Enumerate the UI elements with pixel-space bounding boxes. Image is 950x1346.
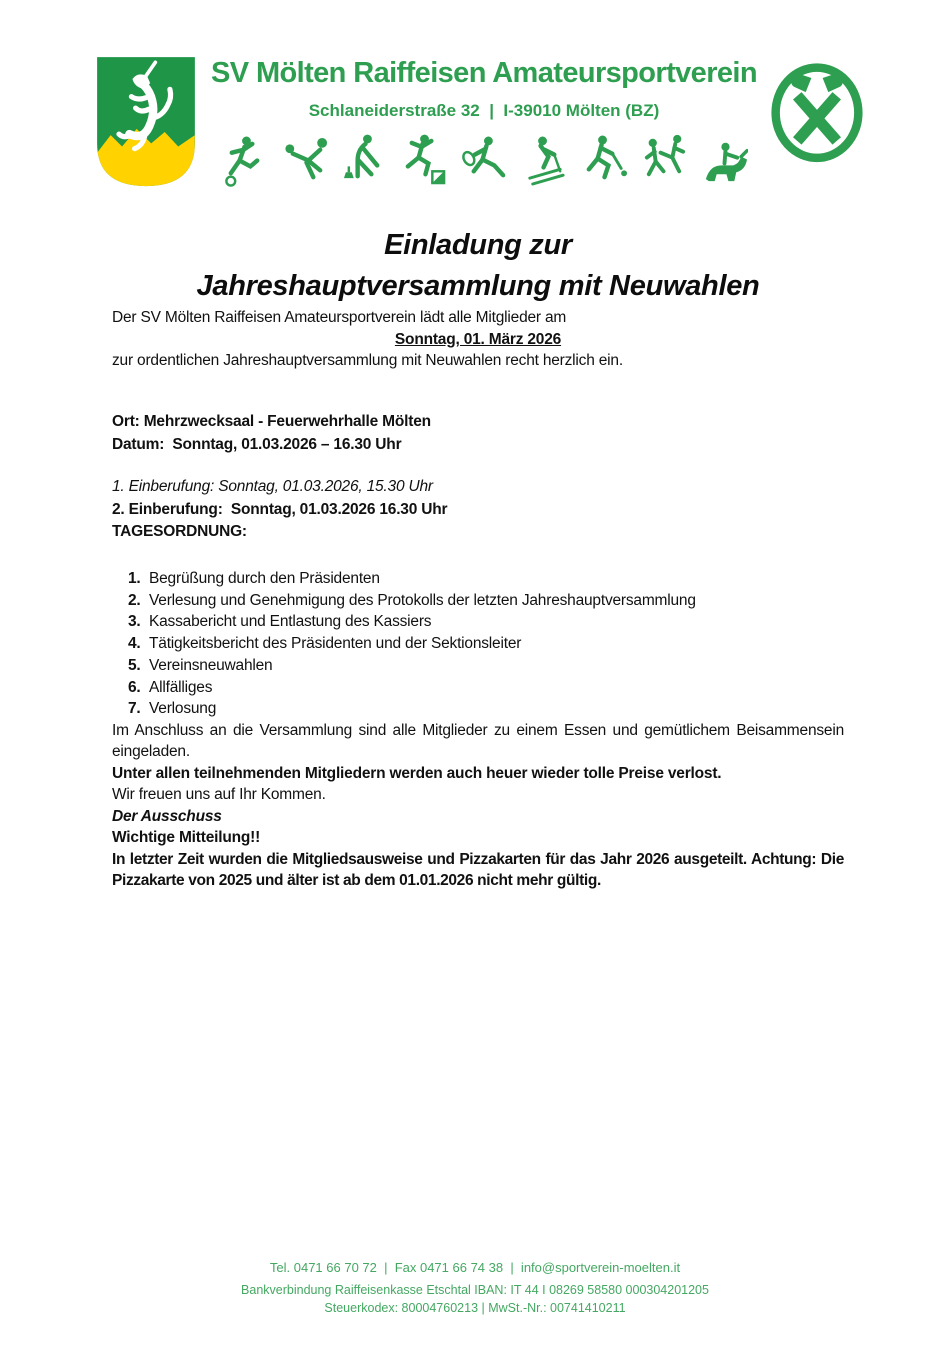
agenda-item-text: Begrüßung durch den Präsidenten [149,570,380,587]
footer-bank-line: Bankverbindung Raiffeisenkasse Etschtal IBAN: IT 44 I 08269 58580 000304201205 [241,1283,709,1297]
agenda-item [112,611,844,633]
agenda-item-text: Allfälliges [149,678,213,696]
agenda-item-text: Vereinsneuwahlen [149,656,273,674]
agenda-item [112,677,844,699]
letter-title-line1: Einladung zur [384,229,572,261]
club-address: Schlaneiderstraße 32 | I-39010 Mölten (BZ) [308,101,660,120]
footer-tax-line: Steuerkodex: 80004760213 | MwSt.-Nr.: 00741410211 [324,1301,626,1315]
agenda-item-text: Kassabericht und Entlastung des Kassiers [149,613,432,631]
letter-body [0,225,950,892]
invitation-paragraph: zur ordentlichen Jahreshauptversammlung mit Neuwahlen recht herzlich ein. [112,352,623,369]
agenda-item-number: 2. [128,591,141,609]
raiffeisen-logo [770,62,864,166]
footer-contact-line: Tel. 0471 66 70 72 | Fax 0471 66 74 38 | info@sportverein-moelten.it [269,1260,681,1275]
tennis-icon [461,134,508,189]
agenda-item-number: 3. [128,613,141,631]
intro-paragraph: Der SV Mölten Raiffeisen Amateursportverein lädt alle Mitglieder am [112,309,567,326]
club-crest-logo [94,54,198,188]
orienteering-icon [401,134,448,189]
agenda-item-number: 1. [128,570,141,587]
agenda-item-number: 7. [128,700,141,718]
letterhead-text [198,54,770,189]
agenda-item-text: Verlosung [149,700,217,718]
agenda-item-number: 4. [128,635,141,653]
agenda-item [112,698,844,720]
letter-title [112,225,844,307]
hockey-icon [581,134,628,189]
first-convocation-line: 1. Einberufung: Sonntag, 01.03.2026, 15.30 Uhr [112,477,433,495]
agenda-item [112,655,844,677]
letterhead [0,0,950,189]
welcome-paragraph: Wir freuen uns auf Ihr Kommen. [112,786,326,804]
agenda-item-number: 5. [128,656,141,674]
sports-pictogram-row [202,134,766,189]
soccer-icon [221,134,268,189]
meeting-date-line [112,329,844,351]
agenda-item-text: Tätigkeitsbericht des Präsidenten und der Sektionsleiter [149,635,522,653]
datetime-line: Datum: Sonntag, 01.03.2026 – 16.30 Uhr [112,435,402,453]
agenda-item [112,568,844,590]
location-line: Ort: Mehrzwecksaal - Feuerwehrhalle Mölten [112,412,431,430]
agenda-item [112,633,844,655]
volleyball-icon [281,134,328,189]
agenda-heading: TAGESORDNUNG: [112,522,247,540]
prizes-paragraph: Unter allen teilnehmenden Mitgliedern werden auch heuer wieder tolle Preise verlost. [112,764,722,782]
notice-heading: Wichtige Mitteilung!! [112,829,261,847]
horse-riding-icon [701,134,748,189]
letter-footer [0,1258,950,1317]
club-name: SV Mölten Raiffeisen Amateursportverein [211,57,757,89]
agenda-list [112,568,844,720]
martial-arts-icon [641,134,688,189]
letter-title-line2: Jahreshauptversammlung mit Neuwahlen [196,270,760,302]
ski-icon [521,134,568,189]
signature: Der Ausschuss [112,807,222,825]
stocksport-icon [341,134,388,189]
after-meeting-paragraph: Im Anschluss an die Versammlung sind alle Mitglieder zu einem Essen und gemütlichem Beisammensein eingeladen. [112,721,844,761]
convocation-block [112,475,844,521]
agenda-item-text: Verlesung und Genehmigung des Protokolls der letzten Jahreshauptversammlung [149,591,696,609]
meeting-date: Sonntag, 01. März 2026 [394,330,562,348]
agenda-item [112,590,844,612]
agenda-item-number: 6. [128,678,141,696]
location-datetime-block [112,410,844,456]
notice-paragraph: In letzter Zeit wurden die Mitgliedsausweise und Pizzakarten für das Jahr 2026 ausgeteilt. Achtung: Die Pizzakarte von 2025 und älter ist ab dem 01.01.2026 nicht mehr gültig. [112,850,844,890]
second-convocation-line: 2. Einberufung: Sonntag, 01.03.2026 16.30 Uhr [112,500,448,518]
